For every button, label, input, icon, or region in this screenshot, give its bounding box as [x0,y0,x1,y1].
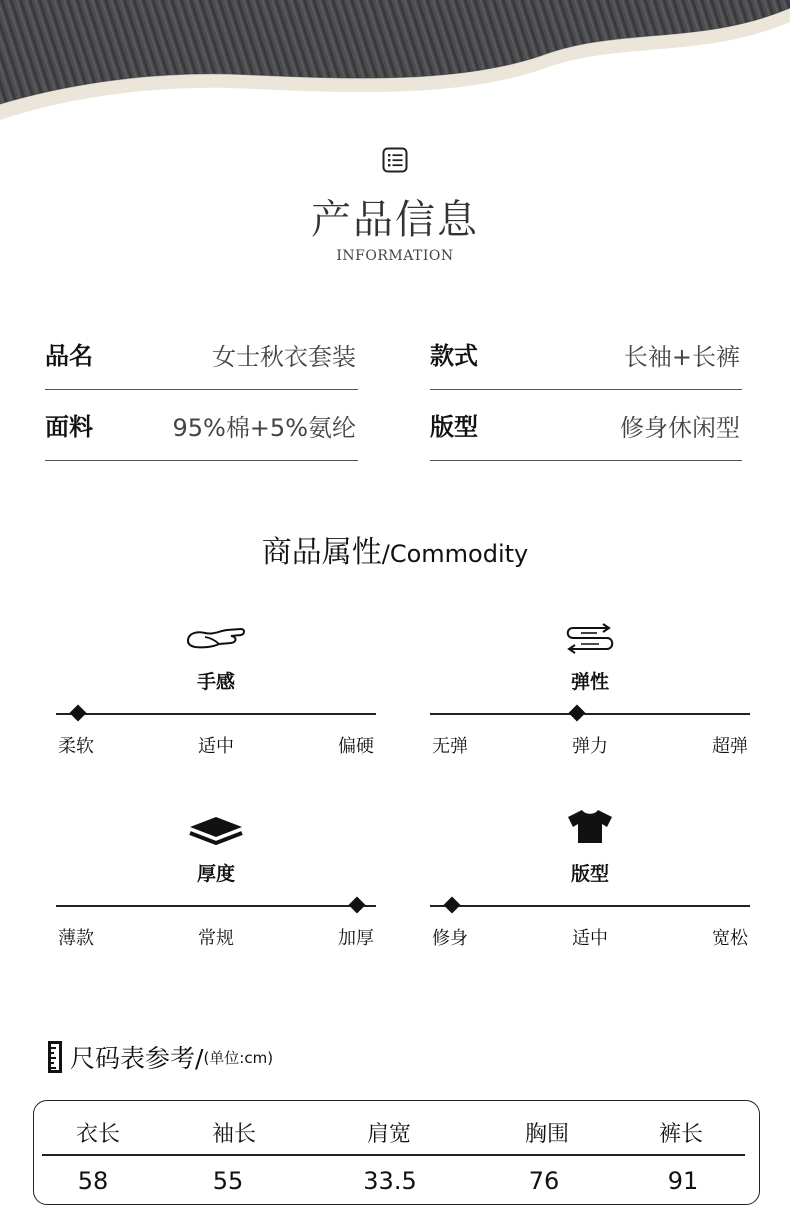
scale-label-high: 偏硬 [338,736,374,757]
spec-style-row [430,318,742,390]
attribute-name: 弹性 [570,671,609,693]
scale-label-mid: 常规 [198,928,234,949]
scale-line [56,713,376,715]
spec-name-row [45,318,358,390]
spec-value: 95%棉+5%氨纶 [172,414,356,442]
attribute-hand-feel [56,623,376,773]
scale-line [430,713,750,715]
size-chart-unit: (单位:cm) [203,1048,274,1067]
size-header-cell: 肩宽 [366,1122,412,1147]
size-header-cell: 衣长 [75,1122,121,1147]
scale-label-high: 超弹 [712,736,748,757]
size-chart-title: 尺码表参考/ [70,1044,204,1073]
scale-label-low: 柔软 [58,736,94,757]
size-value-cell: 33.5 [363,1167,417,1195]
scale-label-mid: 弹力 [572,736,608,757]
size-value-cell: 58 [77,1167,109,1195]
size-chart-heading [46,1040,273,1074]
spec-value: 长袖+长裤 [623,343,740,371]
scale-label-high: 加厚 [338,928,374,949]
size-table-header-row [34,1109,759,1159]
size-header-cell: 裤长 [658,1122,704,1147]
info-subtitle: INFORMATION [336,248,454,264]
info-title: 产品信息 [311,197,479,243]
size-value-cell: 91 [667,1167,699,1195]
attribute-fit [430,808,750,958]
layers-icon [188,815,244,849]
spec-fabric-row [45,389,358,461]
attribute-thickness [56,815,376,965]
spec-key: 品名 [45,342,93,370]
spec-value: 修身休闲型 [620,414,740,442]
spec-fit-row [430,389,742,461]
ruler-icon [46,1040,64,1074]
scale-line [56,905,376,907]
attribute-name: 厚度 [196,863,235,885]
scale-marker [70,705,87,722]
tshirt-icon [567,808,613,844]
size-table [33,1100,760,1205]
attribute-name: 版型 [570,863,609,885]
scale-marker [444,897,461,914]
size-value-cell: 76 [528,1167,560,1195]
scale-marker [348,897,365,914]
commodity-title [0,527,790,571]
size-value-cell: 55 [212,1167,244,1195]
spec-key: 版型 [430,413,478,441]
size-header-cell: 胸围 [524,1122,570,1147]
scale-label-low: 薄款 [58,928,94,949]
commodity-title-en: /Commodity [381,540,529,568]
fabric-banner-image [0,0,790,140]
hand-feel-icon [185,623,247,653]
scale-label-low: 修身 [432,928,468,949]
scale-label-low: 无弹 [432,736,468,757]
attribute-stretch [430,623,750,773]
stretch-icon [563,623,617,659]
commodity-title-cn: 商品属性 [261,535,382,570]
spec-key: 面料 [45,413,93,441]
list-icon [382,147,408,173]
size-header-cell: 袖长 [211,1122,257,1147]
spec-value: 女士秋衣套装 [212,343,356,371]
scale-label-mid: 适中 [198,736,234,757]
size-table-divider [42,1154,745,1156]
scale-line [430,905,750,907]
scale-marker [569,705,586,722]
scale-label-mid: 适中 [572,928,608,949]
scale-label-high: 宽松 [712,928,748,949]
size-table-value-row [34,1159,759,1209]
attribute-name: 手感 [196,671,235,693]
spec-key: 款式 [430,342,478,370]
